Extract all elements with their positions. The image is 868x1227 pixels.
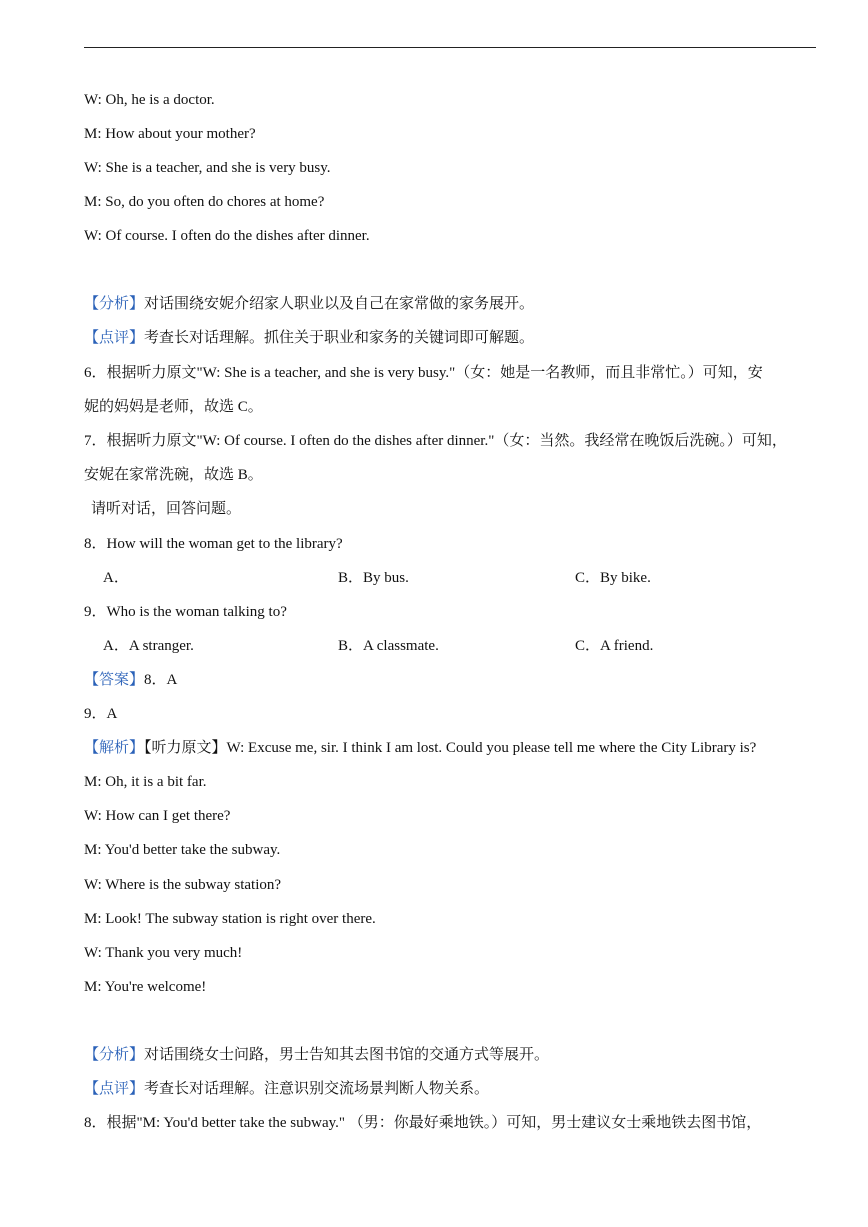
dialogue-line: M: How about your mother? (84, 126, 256, 142)
analysis-text: 对话围绕女士问路，男士告知其去图书馆的交通方式等展开。 (144, 1047, 550, 1063)
transcript-paragraph (84, 739, 756, 757)
question-9-option-a: A．A stranger. (103, 638, 194, 654)
dialogue-line: W: Oh, he is a doctor. (84, 92, 215, 108)
explanation-7-line-1: 7．根据听力原文"W: Of course. I often do the dishes after dinner."（女：当然。我经常在晚饭后洗碗。）可知， (84, 433, 787, 449)
question-8-option-c: C．By bike. (575, 570, 651, 586)
dialogue-line: W: Of course. I often do the dishes after dinner. (84, 228, 370, 244)
question-8-option-b: B．By bus. (338, 570, 409, 586)
comment-text: 考查长对话理解。抓住关于职业和家务的关键词即可解题。 (144, 330, 535, 346)
transcript-line: W: Where is the subway station? (84, 877, 282, 893)
analysis-text: 对话围绕安妮介绍家人职业以及自己在家常做的家务展开。 (144, 296, 535, 312)
answer-tag: 【答案】 (84, 672, 145, 688)
question-9-option-b: B．A classmate. (338, 638, 439, 654)
analysis-tag: 【分析】 (84, 1047, 145, 1063)
transcript-line: W: How can I get there? (84, 808, 231, 824)
answer-text: 8．A (144, 672, 178, 688)
comment-paragraph (84, 329, 534, 347)
question-9-option-c: C．A friend. (575, 638, 654, 654)
explanation-7-line-2: 安妮在家常洗碗，故选 B。 (84, 467, 263, 483)
transcript-line: M: You're welcome! (84, 979, 207, 995)
question-8-option-a: A． (103, 570, 129, 586)
analysis-paragraph (84, 295, 534, 313)
comment-text: 考查长对话理解。注意识别交流场景判断人物关系。 (144, 1081, 490, 1097)
transcript-line: M: Look! The subway station is right over there. (84, 911, 376, 927)
comment-paragraph (84, 1080, 489, 1098)
answer-line-2: 9．A (84, 706, 118, 722)
question-8-stem: 8．How will the woman get to the library? (84, 536, 343, 552)
instruction: 请听对话，回答问题。 (91, 501, 242, 517)
explanation-6-line-1: 6．根据听力原文"W: She is a teacher, and she is very busy."（女：她是一名教师，而且非常忙。）可知，安 (84, 365, 763, 381)
answer-paragraph (84, 671, 177, 689)
analysis-paragraph (84, 1046, 549, 1064)
explanation-tag: 【解析】 (84, 740, 145, 756)
explanation-6-line-2: 妮的妈妈是老师，故选 C。 (84, 399, 263, 415)
transcript-line: M: You'd better take the subway. (84, 842, 281, 858)
transcript-line: M: Oh, it is a bit far. (84, 774, 207, 790)
comment-tag: 【点评】 (84, 1081, 145, 1097)
dialogue-line: M: So, do you often do chores at home? (84, 194, 325, 210)
question-9-stem: 9．Who is the woman talking to? (84, 604, 287, 620)
header-rule (84, 47, 816, 48)
analysis-tag: 【分析】 (84, 296, 145, 312)
transcript-label: 【听力原文】 (144, 740, 227, 756)
transcript-first-line: W: Excuse me, sir. I think I am lost. Could you please tell me where the City Library is? (226, 740, 757, 756)
transcript-line: W: Thank you very much! (84, 945, 243, 961)
dialogue-line: W: She is a teacher, and she is very busy. (84, 160, 331, 176)
explanation-8-line: 8．根据"M: You'd better take the subway." （男：你最好乘地铁。）可知，男士建议女士乘地铁去图书馆， (84, 1115, 762, 1131)
comment-tag: 【点评】 (84, 330, 145, 346)
